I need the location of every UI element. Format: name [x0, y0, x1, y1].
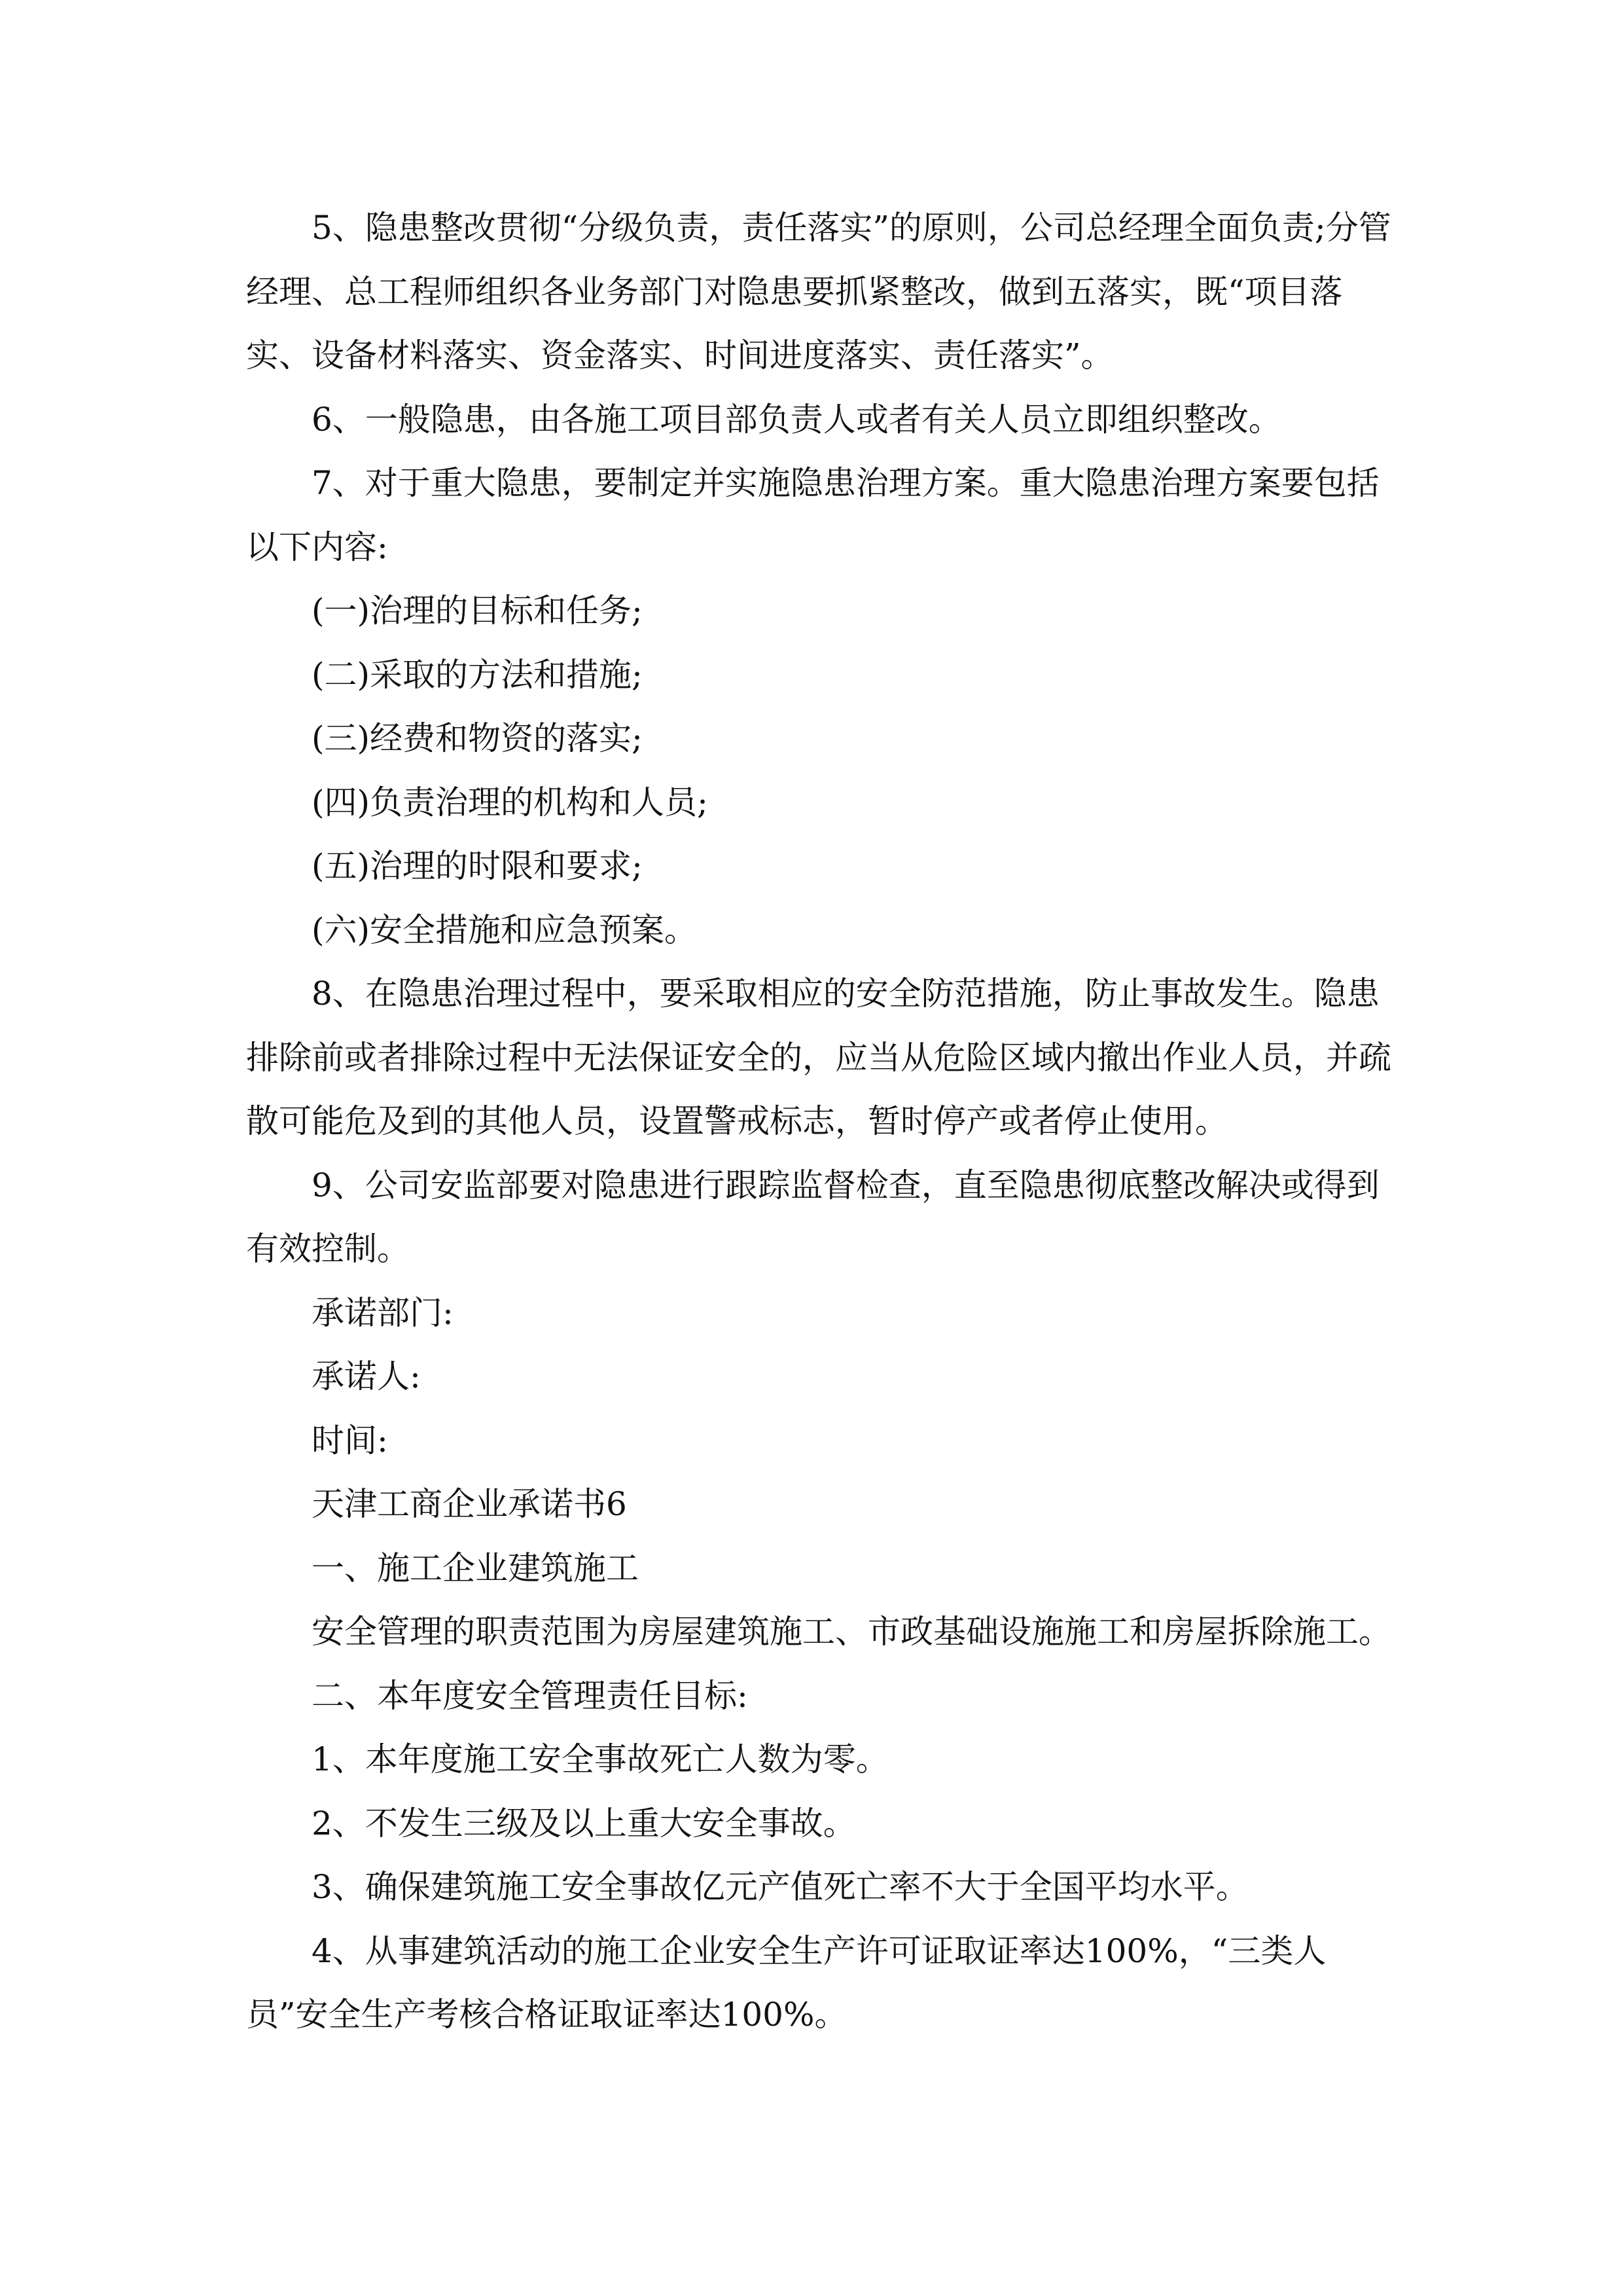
goal-item-2: 2、不发生三级及以上重大安全事故。 — [312, 1804, 856, 1842]
goal-item-1: 1、本年度施工安全事故死亡人数为零。 — [312, 1740, 889, 1778]
scope-paragraph: 安全管理的职责范围为房屋建筑施工、市政基础设施施工和房屋拆除施工。 — [312, 1613, 1391, 1651]
commitment-department-label: 承诺部门: — [312, 1293, 454, 1332]
section-heading-1: 一、施工企业建筑施工 — [312, 1549, 639, 1587]
document-title: 天津工商企业承诺书6 — [312, 1485, 627, 1523]
paragraph-item-5: 5、隐患整改贯彻“分级负责，责任落实”的原则，公司总经理全面负责;分管经理、总工程师组织各业务部门对隐患要抓紧整改，做到五落实，既“项目落实、设备材料落实、资金落实、时间进度落实、责任落实”。 — [246, 209, 1391, 374]
list-item-5: (五)治理的时限和要求; — [312, 847, 643, 885]
paragraph-item-7: 7、对于重大隐患，要制定并实施隐患治理方案。重大隐患治理方案要包括以下内容: — [246, 464, 1380, 566]
time-label: 时间: — [312, 1421, 388, 1460]
list-item-1: (一)治理的目标和任务; — [312, 592, 643, 630]
list-item-3: (三)经费和物资的落实; — [312, 719, 643, 757]
paragraph-item-8: 8、在隐患治理过程中，要采取相应的安全防范措施，防止事故发生。隐患排除前或者排除过程中无法保证安全的，应当从危险区域内撤出作业人员，并疏散可能危及到的其他人员，设置警戒标志，暂时停产或者停止使用。 — [246, 975, 1391, 1140]
section-heading-2: 二、本年度安全管理责任目标: — [312, 1676, 748, 1715]
list-item-4: (四)负责治理的机构和人员; — [312, 783, 708, 821]
list-item-6: (六)安全措施和应急预案。 — [312, 910, 698, 949]
goal-item-4: 4、从事建筑活动的施工企业安全生产许可证取证率达100%，“三类人员”安全生产考核合格证取证率达100%。 — [246, 1931, 1327, 2034]
commitment-person-label: 承诺人: — [312, 1357, 421, 1395]
paragraph-item-6: 6、一般隐患，由各施工项目部负责人或者有关人员立即组织整改。 — [312, 400, 1281, 439]
document-body — [246, 196, 1398, 2047]
paragraph-item-9: 9、公司安监部要对隐患进行跟踪监督检查，直至隐患彻底整改解决或得到有效控制。 — [246, 1166, 1380, 1268]
goal-item-3: 3、确保建筑施工安全事故亿元产值死亡率不大于全国平均水平。 — [312, 1868, 1249, 1906]
list-item-2: (二)采取的方法和措施; — [312, 655, 643, 694]
